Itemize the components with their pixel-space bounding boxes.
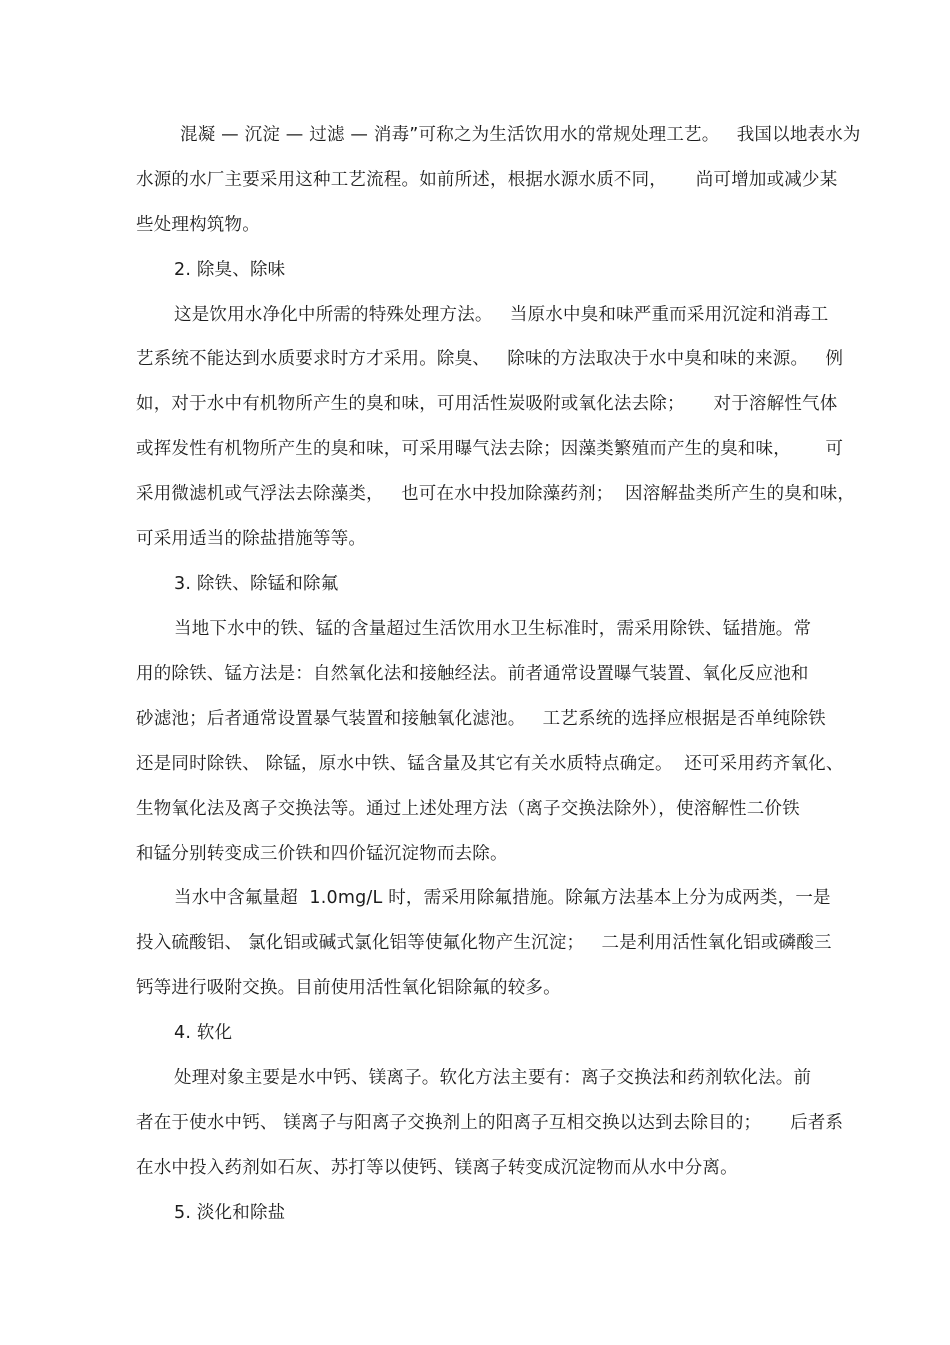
paragraph-3-line-4: 还是同时除铁、 除锰，原水中铁、锰含量及其它有关水质特点确定。 还可采用药齐氧化、 <box>136 754 844 774</box>
paragraph-5-line-3: 在水中投入药剂如石灰、苏打等以使钙、镁离子转变成沉淀物而从水中分离。 <box>136 1158 738 1178</box>
paragraph-3-line-5: 生物氧化法及离子交换法等。通过上述处理方法（离子交换法除外），使溶解性二价铁 <box>136 799 800 819</box>
paragraph-3-line-2: 用的除铁、锰方法是：自然氧化法和接触经法。前者通常设置曝气装置、氧化反应池和 <box>136 664 809 684</box>
section-heading-2: 2. 除臭、除味 <box>174 260 286 280</box>
paragraph-2-line-2: 艺系统不能达到水质要求时方才采用。除臭、 除味的方法取决于水中臭和味的来源。 例 <box>136 349 844 369</box>
paragraph-5-line-1: 处理对象主要是水中钙、镁离子。软化方法主要有：离子交换法和药剂软化法。前 <box>174 1068 812 1088</box>
paragraph-1-line-2: 水源的水厂主要采用这种工艺流程。如前所述，根据水源水质不同， 尚可增加或减少某 <box>136 170 838 190</box>
section-heading-4: 4. 软化 <box>174 1023 233 1043</box>
paragraph-1-line-1: 混凝 — 沉淀 — 过滤 — 消毒”可称之为生活饮用水的常规处理工艺。 我国以地表水为 <box>180 125 861 145</box>
paragraph-3-line-6: 和锰分别转变成三价铁和四价锰沉淀物而去除。 <box>136 844 508 864</box>
paragraph-4-line-2: 投入硫酸铝、 氯化铝或碱式氯化铝等使氟化物产生沉淀； 二是利用活性氧化铝或磷酸三 <box>136 933 832 953</box>
paragraph-4-line-3: 钙等进行吸附交换。目前使用活性氧化铝除氟的较多。 <box>136 978 561 998</box>
paragraph-1-line-3: 些处理构筑物。 <box>136 215 260 235</box>
paragraph-2-line-5: 采用微滤机或气浮法去除藻类， 也可在水中投加除藻药剂； 因溶解盐类所产生的臭和味， <box>136 484 856 504</box>
paragraph-4-line-1: 当水中含氟量超 1.0mg/L 时，需采用除氟措施。除氟方法基本上分为成两类，一是 <box>174 888 831 908</box>
section-heading-3: 3. 除铁、除锰和除氟 <box>174 574 339 594</box>
paragraph-2-line-4: 或挥发性有机物所产生的臭和味，可采用曝气法去除；因藻类繁殖而产生的臭和味， 可 <box>136 439 844 459</box>
paragraph-3-line-1: 当地下水中的铁、锰的含量超过生活饮用水卫生标准时，需采用除铁、锰措施。常 <box>174 619 812 639</box>
paragraph-5-line-2: 者在于使水中钙、 镁离子与阳离子交换剂上的阳离子互相交换以达到去除目的； 后者系 <box>136 1113 844 1133</box>
paragraph-3-line-3: 砂滤池；后者通常设置暴气装置和接触氧化滤池。 工艺系统的选择应根据是否单纯除铁 <box>136 709 826 729</box>
paragraph-2-line-3: 如，对于水中有机物所产生的臭和味，可用活性炭吸附或氧化法去除； 对于溶解性气体 <box>136 394 838 414</box>
paragraph-2-line-6: 可采用适当的除盐措施等等。 <box>136 529 367 549</box>
section-heading-5: 5. 淡化和除盐 <box>174 1203 286 1223</box>
paragraph-2-line-1: 这是饮用水净化中所需的特殊处理方法。 当原水中臭和味严重而采用沉淀和消毒工 <box>174 305 829 325</box>
